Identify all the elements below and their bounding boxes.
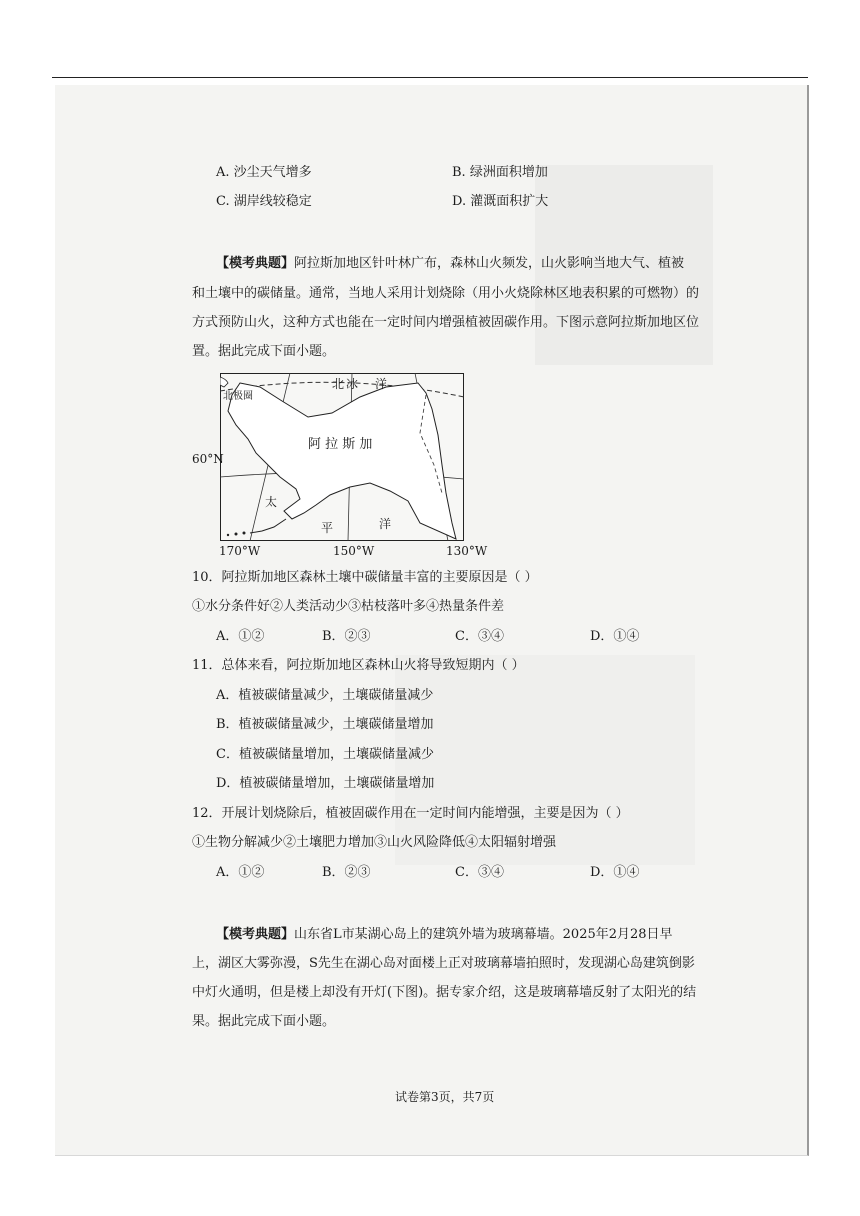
q11-option-d: D．植被碳储量增加，土壤碳储量增加 — [216, 776, 435, 791]
intro-tag: 【模考典题】 — [216, 927, 295, 942]
intro-1-line-2: 和土壤中的碳储量。通常，当地人采用计划烧除（用小火烧除林区地表积累的可燃物）的 — [192, 286, 700, 301]
intro-text: 山东省L市某湖心岛上的建筑外墙为玻璃幕墙。2025年2月28日早 — [294, 927, 673, 942]
q10-option-d: D．①④ — [590, 629, 640, 644]
intro-2-line-1 — [216, 926, 673, 944]
intro-tag: 【模考典题】 — [216, 256, 295, 271]
alaska-label: 阿 拉 斯 加 — [308, 437, 373, 452]
q12-option-c: C．③④ — [455, 865, 504, 880]
header-rule — [52, 77, 808, 78]
option-c: C. 湖岸线较稳定 — [216, 194, 312, 209]
q11-stem: 11．总体来看，阿拉斯加地区森林山火将导致短期内（ ） — [192, 658, 525, 673]
intro-2-line-2: 上，湖区大雾弥漫，S先生在湖心岛对面楼上正对玻璃幕墙拍照时，发现湖心岛建筑倒影 — [192, 956, 695, 971]
intro-text: 阿拉斯加地区针叶林广布，森林山火频发，山火影响当地大气、植被 — [294, 256, 685, 271]
q12-items: ①生物分解减少②土壤肥力增加③山火风险降低④太阳辐射增强 — [192, 835, 557, 850]
intro-1-line-4: 置。据此完成下面小题。 — [192, 344, 336, 359]
option-d: D. 灌溉面积扩大 — [452, 194, 549, 209]
lon-130-label: 130°W — [446, 544, 488, 558]
pacific-label-1: 太 — [265, 495, 278, 509]
alaska-map-svg — [220, 373, 464, 541]
lon-170-label: 170°W — [219, 544, 261, 558]
page-footer: 试卷第3页，共7页 — [395, 1090, 495, 1104]
q11-option-b: B．植被碳储量减少，土壤碳储量增加 — [216, 717, 434, 732]
intro-2-line-3: 中灯火通明，但是楼上却没有开灯(下图)。据专家介绍，这是玻璃幕墙反射了太阳光的结 — [192, 985, 697, 1000]
option-a: A. 沙尘天气增多 — [216, 165, 312, 180]
q12-option-d: D．①④ — [590, 865, 640, 880]
arctic-circle-label: 北极圈 — [223, 391, 253, 402]
q10-option-a: A．①② — [216, 629, 265, 644]
intro-1-line-1 — [216, 255, 684, 273]
lon-150-label: 150°W — [333, 544, 375, 558]
arctic-ocean-label-3: 洋 — [375, 377, 388, 391]
q10-option-c: C．③④ — [455, 629, 504, 644]
q12-option-a: A．①② — [216, 865, 265, 880]
q10-stem: 10．阿拉斯加地区森林土壤中碳储量丰富的主要原因是（ ） — [192, 570, 538, 585]
intro-2-line-4: 果。据此完成下面小题。 — [192, 1014, 336, 1029]
arctic-ocean-label-2: 冰 — [346, 377, 359, 391]
q12-option-b: B．②③ — [322, 865, 371, 880]
q10-option-b: B．②③ — [322, 629, 371, 644]
lat-60-label: 60°N — [192, 452, 224, 466]
arctic-ocean-label-1: 北 — [332, 377, 345, 391]
q11-option-c: C．植被碳储量增加，土壤碳储量减少 — [216, 747, 434, 762]
pacific-label-3: 洋 — [379, 517, 392, 531]
q11-option-a: A．植被碳储量减少，土壤碳储量减少 — [216, 688, 434, 703]
alaska-map — [220, 373, 464, 541]
option-b: B. 绿洲面积增加 — [452, 165, 548, 180]
intro-1-line-3: 方式预防山火，这种方式也能在一定时间内增强植被固碳作用。下图示意阿拉斯加地区位 — [192, 315, 700, 330]
q12-stem: 12．开展计划烧除后，植被固碳作用在一定时间内能增强，主要是因为（ ） — [192, 806, 629, 821]
q10-items: ①水分条件好②人类活动少③枯枝落叶多④热量条件差 — [192, 599, 505, 614]
pacific-label-2: 平 — [321, 521, 334, 535]
